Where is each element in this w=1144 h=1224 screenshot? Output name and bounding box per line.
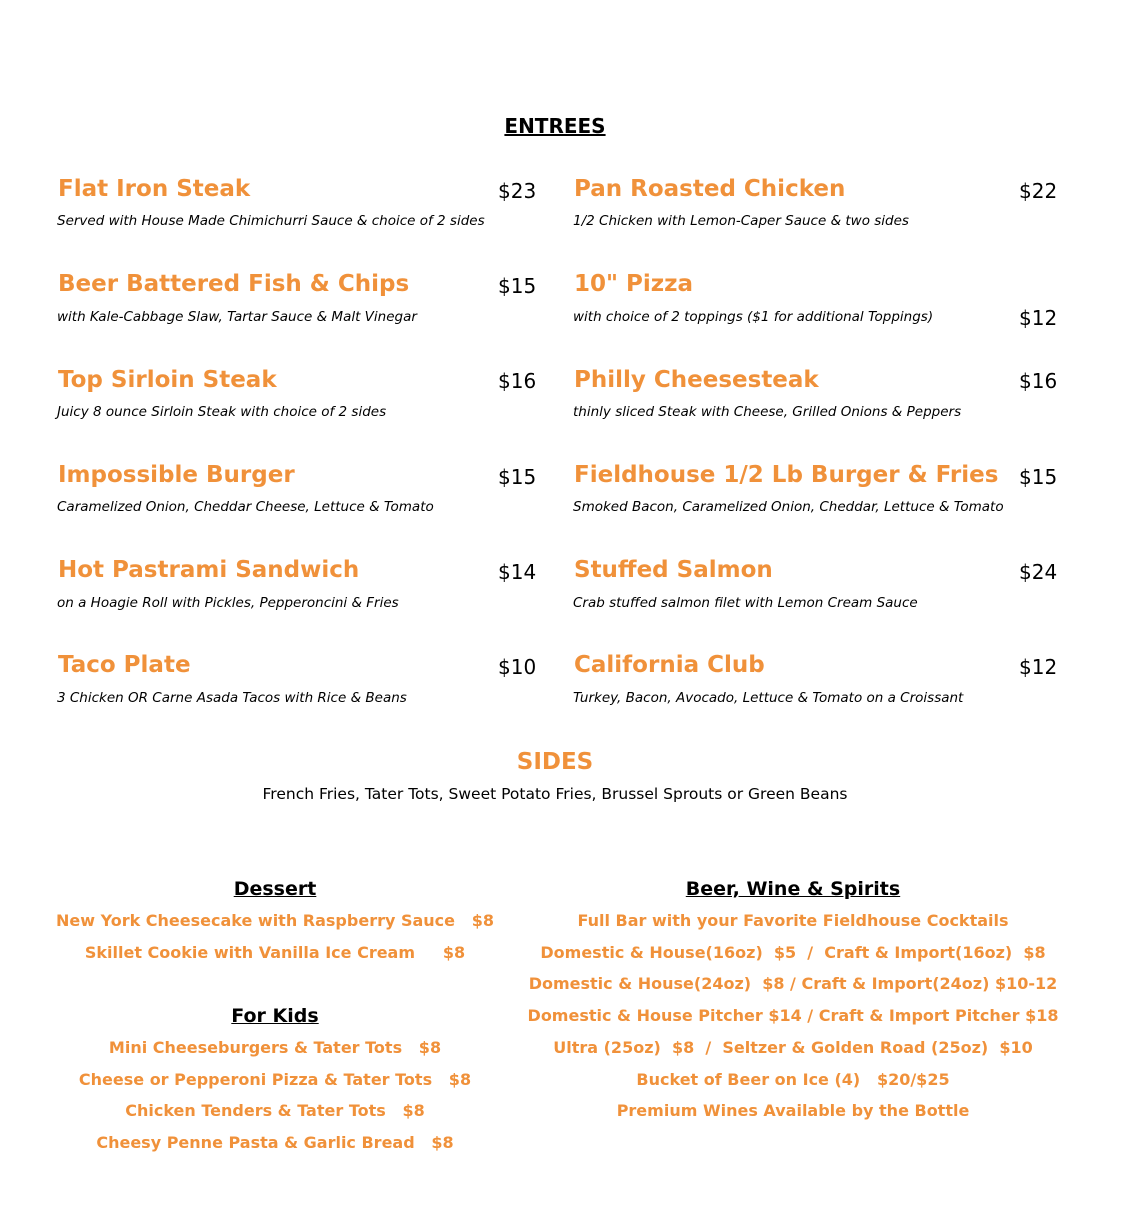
sides-heading: SIDES <box>516 749 594 775</box>
menu-item-name: Philly Cheesesteak <box>574 367 819 393</box>
menu-item-name: California Club <box>574 652 765 678</box>
menu-item-name: Stuffed Salmon <box>574 557 773 583</box>
kids-item: Chicken Tenders & Tater Tots $8 <box>125 1101 425 1120</box>
menu-item-price: $23 <box>498 179 537 203</box>
drinks-item: Domestic & House Pitcher $14 / Craft & Import Pitcher $18 <box>527 1006 1059 1025</box>
menu-item-description: 1/2 Chicken with Lemon-Caper Sauce & two sides <box>573 213 909 229</box>
drinks-item: Premium Wines Available by the Bottle <box>616 1101 970 1120</box>
menu-item-description: Crab stuffed salmon filet with Lemon Cream Sauce <box>573 595 918 611</box>
drinks-item: Domestic & House(16oz) $5 / Craft & Import(16oz) $8 <box>540 943 1046 962</box>
menu-item-price: $15 <box>1019 465 1058 489</box>
menu-item-description: Juicy 8 ounce Sirloin Steak with choice of 2 sides <box>57 404 387 420</box>
drinks-item: Full Bar with your Favorite Fieldhouse Cocktails <box>577 911 1009 930</box>
menu-item-price: $24 <box>1019 560 1058 584</box>
dessert-heading: Dessert <box>233 878 317 900</box>
menu-item-name: Impossible Burger <box>58 462 295 488</box>
menu-item-description: Caramelized Onion, Cheddar Cheese, Lettuce & Tomato <box>57 499 434 515</box>
menu-item-description: with choice of 2 toppings ($1 for additional Toppings) <box>573 309 934 325</box>
menu-item-name: Flat Iron Steak <box>58 176 251 202</box>
kids-item: Mini Cheeseburgers & Tater Tots $8 <box>108 1038 442 1057</box>
dessert-item: Skillet Cookie with Vanilla Ice Cream $8 <box>84 943 466 962</box>
menu-item-description: Smoked Bacon, Caramelized Onion, Cheddar, Lettuce & Tomato <box>573 499 1004 515</box>
menu-item-price: $15 <box>498 274 537 298</box>
drinks-heading: Beer, Wine & Spirits <box>685 878 901 900</box>
sides-list: French Fries, Tater Tots, Sweet Potato Fries, Brussel Sprouts or Green Beans <box>262 785 848 803</box>
menu-item-description: Served with House Made Chimichurri Sauce & choice of 2 sides <box>57 213 485 229</box>
dessert-item: New York Cheesecake with Raspberry Sauce $8 <box>55 911 494 930</box>
menu-item-price: $12 <box>1019 655 1058 679</box>
menu-item-name: Hot Pastrami Sandwich <box>58 557 360 583</box>
menu-item-name: Taco Plate <box>58 652 191 678</box>
entrees-heading: ENTREES <box>504 114 606 138</box>
menu-item-description: thinly sliced Steak with Cheese, Grilled Onions & Peppers <box>573 404 962 420</box>
kids-item: Cheese or Pepperoni Pizza & Tater Tots $8 <box>78 1070 472 1089</box>
menu-item-price: $10 <box>498 655 537 679</box>
menu-item-price: $14 <box>498 560 537 584</box>
menu-item-price: $22 <box>1019 179 1058 203</box>
menu-item-name: Pan Roasted Chicken <box>574 176 846 202</box>
menu-item-description: on a Hoagie Roll with Pickles, Pepperoncini & Fries <box>57 595 399 611</box>
menu-item-name: Top Sirloin Steak <box>58 367 277 393</box>
drinks-item: Bucket of Beer on Ice (4) $20/$25 <box>636 1070 950 1089</box>
menu-item-description: with Kale-Cabbage Slaw, Tartar Sauce & Malt Vinegar <box>57 309 417 325</box>
menu-item-description: Turkey, Bacon, Avocado, Lettuce & Tomato on a Croissant <box>573 690 964 706</box>
menu-item-name: Beer Battered Fish & Chips <box>58 271 410 297</box>
kids-item: Cheesy Penne Pasta & Garlic Bread $8 <box>96 1133 454 1152</box>
menu-item-price: $16 <box>498 369 537 393</box>
kids-heading: For Kids <box>231 1005 319 1027</box>
menu-item-name: Fieldhouse 1/2 Lb Burger & Fries <box>574 462 999 488</box>
menu-item-description: 3 Chicken OR Carne Asada Tacos with Rice & Beans <box>57 690 407 706</box>
menu-item-price: $16 <box>1019 369 1058 393</box>
menu-item-name: 10" Pizza <box>574 271 694 297</box>
drinks-item: Domestic & House(24oz) $8 / Craft & Import(24oz) $10-12 <box>528 974 1058 993</box>
drinks-item: Ultra (25oz) $8 / Seltzer & Golden Road (25oz) $10 <box>553 1038 1033 1057</box>
menu-item-price: $15 <box>498 465 537 489</box>
menu-item-price: $12 <box>1019 306 1058 330</box>
